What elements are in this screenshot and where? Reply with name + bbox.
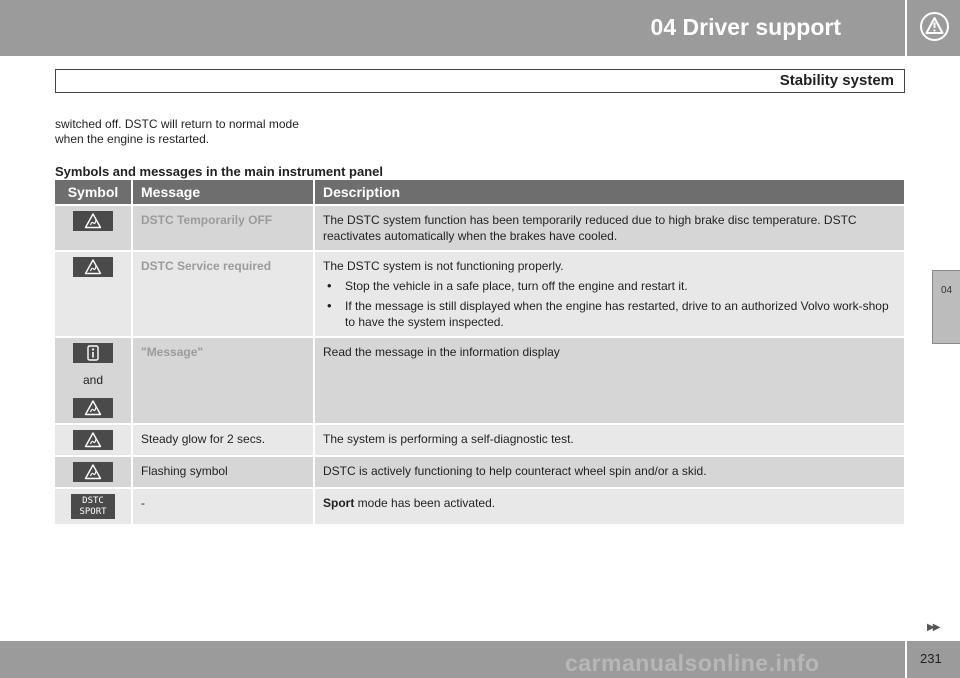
message-cell: - bbox=[132, 488, 314, 524]
table-header-row bbox=[55, 180, 904, 205]
section-title: Stability system bbox=[779, 72, 894, 89]
warning-triangle-icon bbox=[919, 11, 950, 42]
symbols-table bbox=[55, 180, 904, 524]
dstc-sport-icon-line-2: SPORT bbox=[79, 507, 107, 517]
header-bar bbox=[0, 0, 905, 56]
info-icon bbox=[73, 343, 113, 363]
message-cell bbox=[132, 337, 314, 424]
table-row bbox=[55, 337, 904, 424]
bullet-item: • If the message is still displayed when the engine has restarted, drive to an authorized Volvo work-shop to have the system inspected. bbox=[323, 298, 896, 330]
symbol-cell bbox=[55, 205, 132, 251]
symbol-join-text: and bbox=[82, 373, 104, 387]
chapter-tab[interactable] bbox=[932, 270, 960, 344]
dstc-sport-icon-line-1: DSTC bbox=[82, 496, 104, 506]
bullet-item: • Stop the vehicle in a safe place, turn off the engine and restart it. bbox=[323, 278, 896, 294]
intro-line-1: switched off. DSTC will return to normal mode bbox=[55, 117, 299, 131]
intro-text bbox=[55, 117, 355, 146]
description-cell bbox=[314, 251, 904, 337]
description-cell: The system is performing a self-diagnostic test. bbox=[314, 424, 904, 456]
message-cell bbox=[132, 205, 314, 251]
dstc-warning-icon bbox=[73, 462, 113, 482]
page-number: 231 bbox=[920, 651, 942, 666]
column-header-symbol: Symbol bbox=[55, 180, 132, 205]
dstc-warning-icon bbox=[73, 211, 113, 231]
chapter-title: 04 Driver support bbox=[650, 14, 841, 40]
description-bold: Sport bbox=[323, 496, 355, 510]
dstc-warning-icon bbox=[73, 257, 113, 277]
message-cell: Flashing symbol bbox=[132, 456, 314, 488]
table-row bbox=[55, 205, 904, 251]
table-row bbox=[55, 488, 904, 524]
dstc-sport-icon bbox=[71, 494, 115, 519]
intro-line-2: when the engine is restarted. bbox=[55, 131, 210, 146]
message-cell bbox=[132, 251, 314, 337]
warning-tab bbox=[905, 0, 960, 56]
symbol-cell bbox=[55, 424, 132, 456]
column-header-description: Description bbox=[314, 180, 904, 205]
symbol-cell bbox=[55, 456, 132, 488]
description-text: The DSTC system is not functioning properly. bbox=[323, 259, 564, 273]
table-heading: Symbols and messages in the main instrument panel bbox=[55, 164, 383, 179]
next-page-icon[interactable]: ▶▶ bbox=[927, 622, 939, 633]
table-row bbox=[55, 251, 904, 337]
symbol-cell bbox=[55, 251, 132, 337]
section-header bbox=[55, 69, 905, 93]
message-text: DSTC Service required bbox=[141, 259, 272, 273]
table-row bbox=[55, 424, 904, 456]
description-text: mode has been activated. bbox=[354, 496, 496, 510]
dstc-warning-icon bbox=[73, 398, 113, 418]
description-cell bbox=[314, 488, 904, 524]
message-text: "Message" bbox=[141, 345, 204, 359]
message-text: DSTC Temporarily OFF bbox=[141, 213, 273, 227]
table-row bbox=[55, 456, 904, 488]
description-cell: DSTC is actively functioning to help counteract wheel spin and/or a skid. bbox=[314, 456, 904, 488]
symbol-cell bbox=[55, 488, 132, 524]
message-cell: Steady glow for 2 secs. bbox=[132, 424, 314, 456]
symbol-cell bbox=[55, 337, 132, 424]
column-header-message: Message bbox=[132, 180, 314, 205]
watermark: carmanualsonline.info bbox=[565, 650, 820, 676]
dstc-warning-icon bbox=[73, 430, 113, 450]
description-cell: The DSTC system function has been temporarily reduced due to high brake disc temperature. DSTC reactivates automatically when the brakes have cooled. bbox=[314, 205, 904, 251]
description-cell: Read the message in the information display bbox=[314, 337, 904, 424]
bullet-list bbox=[323, 278, 896, 330]
chapter-tab-label: 04 bbox=[940, 285, 953, 296]
